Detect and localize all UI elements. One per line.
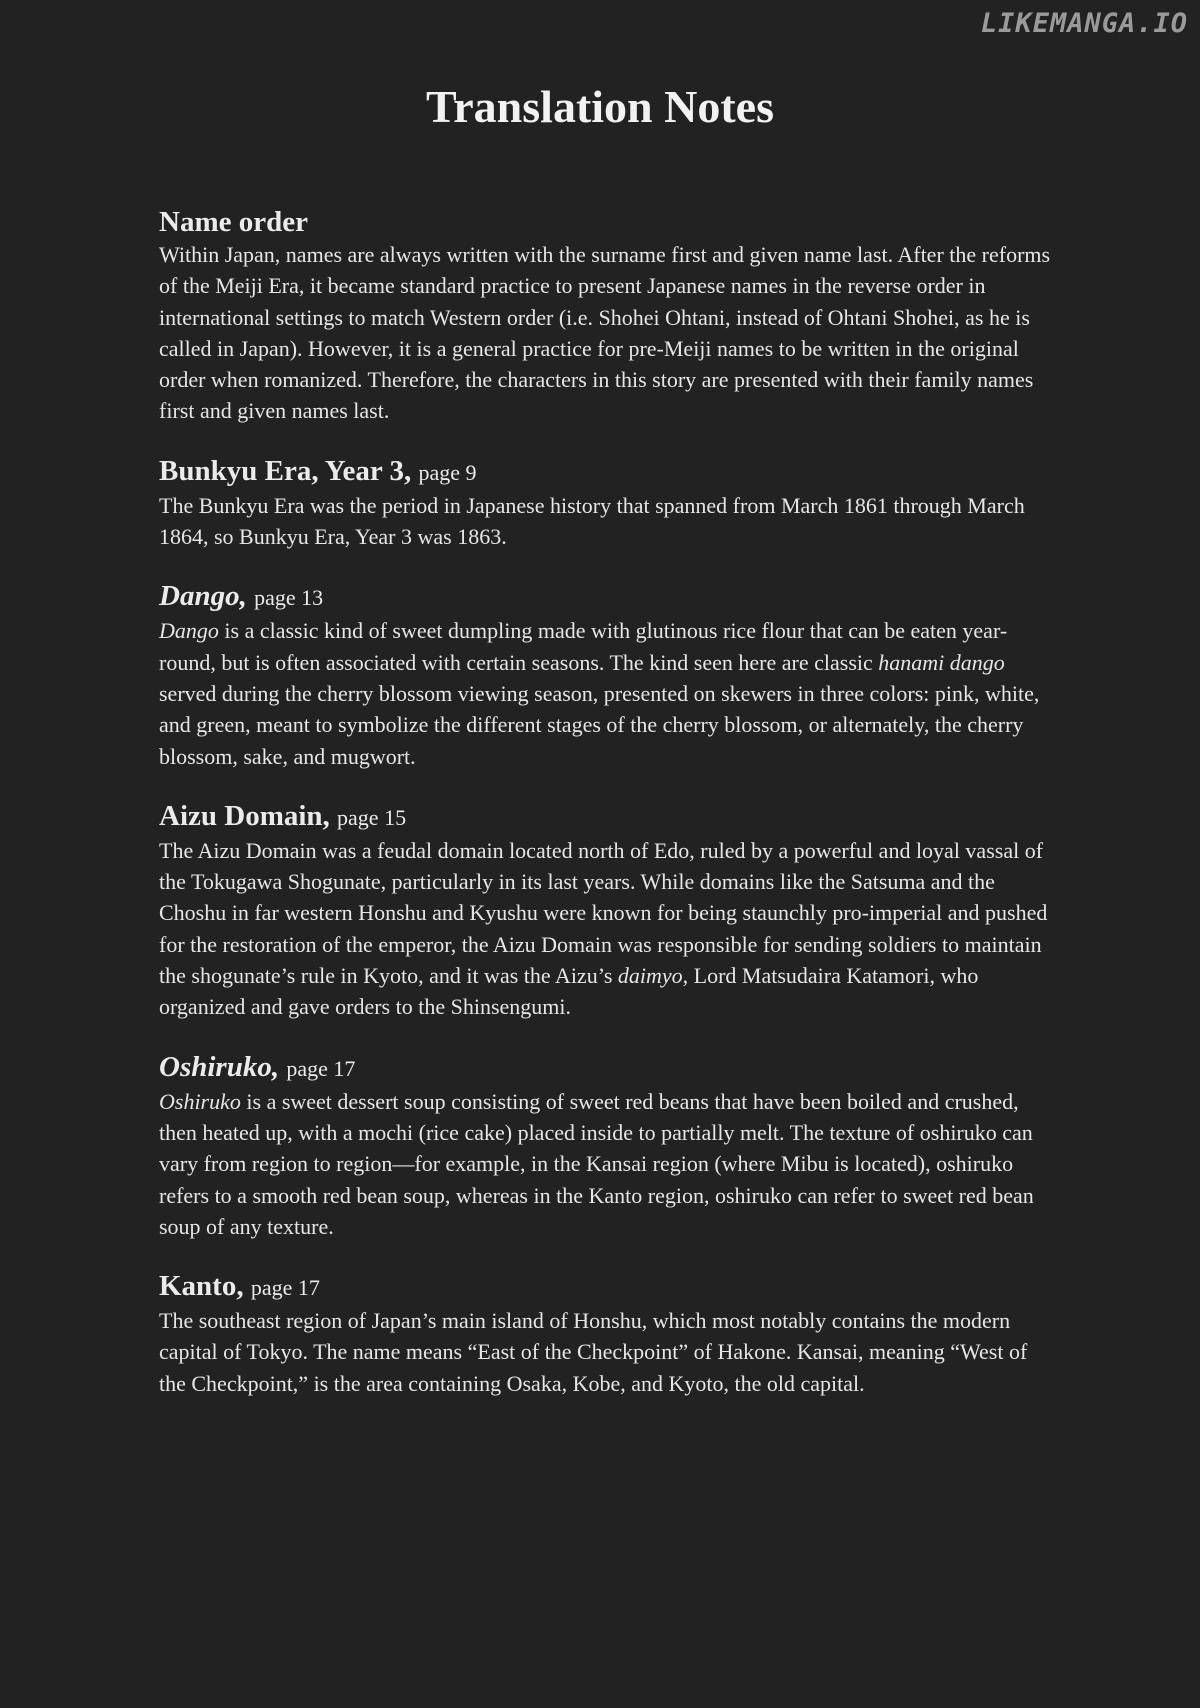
notes-list: [159, 205, 1059, 1426]
note-page-ref: page 17: [250, 1275, 320, 1301]
note-body: [159, 239, 1059, 427]
note-body: [159, 490, 1059, 553]
note-body-text: , Lord Matsudaira Katamori, who organized and gave orders to the Shinsengumi.: [159, 963, 979, 1020]
note-body-text: served during the cherry blossom viewing season, presented on skewers in three colors: pink, white, and green, meant to symbolize the different stages of the cherry blossom, or alternately, the cherry blossom, sake, and mugwort.: [159, 680, 1040, 769]
note-heading: [159, 205, 1059, 239]
note-term: Aizu Domain,: [159, 799, 330, 832]
note-term: Dango,: [159, 580, 247, 613]
note-body: [159, 615, 1059, 771]
note-body: [159, 835, 1059, 1023]
note-oshiruko: [159, 1050, 1059, 1242]
note-page-ref: page 15: [337, 804, 407, 830]
note-term: Bunkyu Era, Year 3,: [159, 454, 412, 487]
note-bunkyu-era: [159, 454, 1059, 553]
note-heading: [159, 454, 1059, 490]
site-watermark: LIKEMANGA.IO: [980, 8, 1188, 39]
note-page-ref: page 17: [286, 1055, 356, 1081]
note-heading: [159, 1050, 1059, 1086]
note-body-text: The Aizu Domain was a feudal domain located north of Edo, ruled by a powerful and loyal vassal of the Tokugawa Shogunate, particularly in its last years. While domains like the Satsuma and the Choshu in far western Honshu and Kyushu were known for being staunchly pro-imperial and pushed for the restoration of the emperor, the Aizu Domain was responsible for sending soldiers to maintain the shogunate’s rule in Kyoto, and it was the Aizu’s: [159, 837, 1048, 989]
note-aizu-domain: [159, 799, 1059, 1023]
note-body-text: The southeast region of Japan’s main island of Honshu, which most notably contains the modern capital of Tokyo. The name means “East of the Checkpoint” of Hakone. Kansai, meaning “West of the Checkpoint,” is the area containing Osaka, Kobe, and Kyoto, the old capital.: [159, 1308, 1028, 1396]
note-name-order: [159, 205, 1059, 427]
note-body-text: The Bunkyu Era was the period in Japanese history that spanned from March 1861 through March 1864, so Bunkyu Era, Year 3 was 1863.: [159, 492, 1025, 550]
note-body-italic-term: Oshiruko: [159, 1088, 241, 1114]
note-body: [159, 1086, 1059, 1242]
note-term: Kanto,: [159, 1270, 244, 1303]
note-page-ref: page 9: [418, 459, 477, 485]
note-heading: [159, 799, 1059, 835]
note-dango: [159, 579, 1059, 771]
page-title: Translation Notes: [426, 81, 774, 132]
note-body-text: Within Japan, names are always written with the surname first and given name last. After the reforms of the Meiji Era, it became standard practice to present Japanese names in the reverse order in international settings to match Western order (i.e. Shohei Ohtani, instead of Ohtani Shohei, as he is called in Japan). However, it is a general practice for pre-Meiji names to be written in the original order when romanized. Therefore, the characters in this story are presented with their family names first and given names last.: [159, 242, 1051, 424]
note-body: [159, 1305, 1059, 1399]
note-body-italic-term: Dango: [159, 618, 219, 644]
note-body-text: is a sweet dessert soup consisting of sweet red beans that have been boiled and crushed, then heated up, with a mochi (rice cake) placed inside to partially melt. The texture of oshiruko can vary from region to region—for example, in the Kansai region (where Mibu is located), oshiruko refers to a smooth red bean soup, whereas in the Kanto region, oshiruko can refer to sweet red bean soup of any texture.: [159, 1088, 1034, 1239]
note-heading: [159, 579, 1059, 615]
note-body-text: is a classic kind of sweet dumpling made with glutinous rice flour that can be eaten year-round, but is often associated with certain seasons. The kind seen here are classic: [159, 618, 1008, 675]
note-body-italic-term: daimyo: [617, 963, 683, 989]
note-heading: [159, 1269, 1059, 1305]
note-kanto: [159, 1269, 1059, 1399]
note-term: Oshiruko,: [159, 1050, 280, 1083]
note-page-ref: page 13: [254, 585, 324, 611]
note-term: Name order: [159, 206, 308, 238]
note-body-italic-term: hanami dango: [878, 649, 1005, 675]
